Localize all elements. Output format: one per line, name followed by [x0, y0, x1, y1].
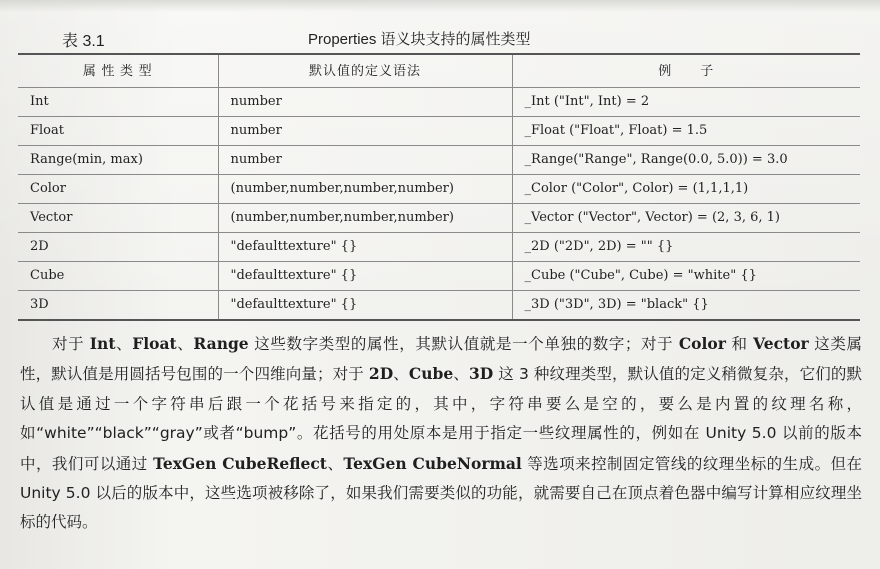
table-row	[18, 175, 860, 204]
text-run: 、	[393, 365, 409, 384]
table-row	[18, 146, 860, 175]
page-top-shadow	[0, 0, 880, 12]
text-run: 这类属性，默认值是用圆括号包围的一个四维向量；对于	[20, 335, 863, 384]
bold-term: Int	[89, 334, 116, 353]
cell-type: 2D	[18, 233, 218, 262]
text-run: 、	[453, 365, 469, 384]
cell-example: _Float ("Float", Float) = 1.5	[512, 117, 860, 146]
cell-type: 3D	[18, 291, 218, 321]
body-paragraph	[20, 329, 862, 538]
text-run: 、	[115, 335, 133, 353]
cell-syntax: (number,number,number,number)	[218, 175, 512, 204]
text-run: 这些数字类型的属性，其默认值就是一个单独的数字；对于	[248, 335, 679, 353]
cell-example: _Vector ("Vector", Vector) = (2, 3, 6, 1)	[512, 204, 860, 233]
table-header-row	[18, 54, 860, 88]
cell-example: _Cube ("Cube", Cube) = "white" {}	[512, 262, 860, 291]
cell-type: Range(min, max)	[18, 146, 218, 175]
text-run: 等选项来控制固定管线的纹理坐标的生成。但在 Unity 5.0 以后的版本中，这些选项被移除了，如果我们需要类似的功能，就需要自己在顶点着色器中编写计算相应纹理坐标的代码。	[20, 454, 862, 532]
cell-syntax: number	[218, 146, 512, 175]
header-property-type: 属 性 类 型	[18, 54, 218, 88]
bold-term: 2D	[368, 364, 394, 384]
properties-table-container	[18, 53, 860, 321]
text-run: 和	[725, 335, 754, 353]
cell-example: _Range("Range", Range(0.0, 5.0)) = 3.0	[512, 146, 860, 175]
table-row	[18, 117, 860, 146]
table-row	[18, 233, 860, 262]
cell-type: Color	[18, 175, 218, 204]
cell-example: _Color ("Color", Color) = (1,1,1,1)	[512, 175, 860, 204]
table-row	[18, 88, 860, 117]
cell-example: _Int ("Int", Int) = 2	[512, 88, 860, 117]
properties-table	[18, 53, 860, 321]
text-run: 对于	[52, 335, 90, 353]
bold-term: Vector	[753, 334, 809, 353]
cell-type: Float	[18, 117, 218, 146]
cell-type: Cube	[18, 262, 218, 291]
text-run: 、	[176, 335, 194, 353]
bold-term: 3D	[468, 364, 494, 384]
table-row	[18, 262, 860, 291]
text-run: 这 3 种纹理类型，默认值的定义稍微复杂，它们的默认值是通过一个字符串后跟一个花括号来指定的，其中，字符串要么是空的，要么是内置的纹理名称，如“white”“black”“gray”或者“bump”。花括号的用处原本是用于指定一些纹理属性的，例如在 Unity 5.0 以前的版本中，我们可以通过	[20, 365, 862, 473]
cell-syntax: (number,number,number,number)	[218, 204, 512, 233]
bold-term: Cube	[408, 364, 454, 384]
header-default-syntax: 默认值的定义语法	[218, 54, 512, 88]
cell-type: Vector	[18, 204, 218, 233]
bold-term: Color	[678, 334, 726, 353]
cell-syntax: "defaulttexture" {}	[218, 291, 512, 321]
cell-syntax: number	[218, 117, 512, 146]
bold-term: TexGen CubeReflect	[153, 453, 327, 473]
bold-term: Range	[193, 334, 249, 353]
paragraph-text	[20, 329, 862, 538]
cell-example: _2D ("2D", 2D) = "" {}	[512, 233, 860, 262]
table-row	[18, 291, 860, 321]
table-number: 表 3.1	[62, 33, 105, 50]
cell-example: _3D ("3D", 3D) = "black" {}	[512, 291, 860, 321]
header-example: 例 子	[512, 54, 860, 88]
text-run: 、	[326, 454, 344, 473]
cell-syntax: number	[218, 88, 512, 117]
table-row	[18, 204, 860, 233]
cell-syntax: "defaulttexture" {}	[218, 262, 512, 291]
cell-syntax: "defaulttexture" {}	[218, 233, 512, 262]
bold-term: Float	[132, 334, 177, 353]
cell-type: Int	[18, 88, 218, 117]
table-title: Properties 语义块支持的属性类型	[308, 31, 531, 48]
table-caption	[0, 26, 880, 50]
bold-term: TexGen CubeNormal	[343, 453, 522, 473]
